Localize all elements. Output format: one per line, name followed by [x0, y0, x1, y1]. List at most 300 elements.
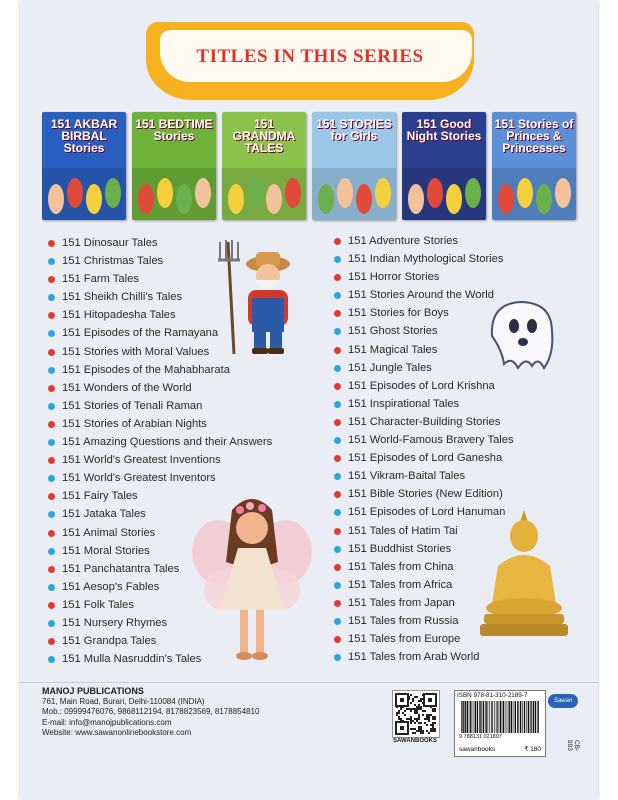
barcode-bar [488, 701, 489, 733]
bullet-icon [334, 473, 341, 480]
bullet-icon [48, 294, 55, 301]
title-list-item [48, 270, 272, 288]
title-list-item [334, 576, 514, 594]
qr-module [434, 728, 436, 730]
qr-module [422, 710, 424, 712]
title-list-item [48, 560, 272, 578]
catalog-code: CB-993 [566, 740, 580, 752]
qr-module [418, 728, 420, 730]
qr-module [410, 718, 412, 720]
qr-finder-center [400, 698, 404, 702]
qr-module [410, 702, 412, 704]
bullet-icon [48, 312, 55, 319]
bullet-icon [334, 383, 341, 390]
title-list-label: 151 World's Greatest Inventors [62, 472, 216, 485]
barcode-bar [500, 701, 501, 733]
qr-module [418, 716, 420, 718]
barcode-bar [461, 701, 462, 733]
publisher-info [42, 686, 259, 739]
barcode-bar [530, 701, 531, 733]
bullet-icon [48, 511, 55, 518]
bullet-icon [334, 528, 341, 535]
book-cover-figure [536, 184, 552, 214]
barcode-bar [537, 701, 538, 733]
qr-module [412, 708, 414, 710]
title-list-item [334, 268, 514, 286]
book-back-cover [20, 0, 598, 800]
title-list-item [48, 343, 272, 361]
title-list-label: 151 Panchatantra Tales [62, 562, 180, 575]
qr-module [428, 720, 430, 722]
title-list-item [334, 413, 514, 431]
title-list-label: 151 Tales from Japan [348, 596, 455, 609]
qr-module [414, 732, 416, 734]
barcode [459, 701, 541, 733]
qr-module [398, 716, 400, 718]
book-cover-figure [465, 178, 481, 208]
title-list-label: 151 Amazing Questions and their Answers [62, 436, 273, 449]
qr-module [430, 730, 432, 732]
title-list-label: 151 Character-Building Stories [348, 415, 501, 428]
title-list-label: 151 Hitopadesha Tales [62, 309, 176, 322]
qr-module [434, 708, 436, 710]
qr-module [410, 722, 412, 724]
title-list-label: 151 Stories of Arabian Nights [62, 417, 207, 430]
book-cover-title: 151 BEDTIME Stories [135, 117, 213, 143]
qr-module [416, 710, 418, 712]
qr-module [432, 710, 434, 712]
title-list-label: 151 Tales from Europe [348, 633, 461, 646]
qr-module [414, 704, 416, 706]
brand-price-strip [454, 744, 546, 757]
title-list-item [334, 449, 514, 467]
title-list-item [334, 250, 514, 268]
barcode-bar [531, 701, 532, 733]
book-cover-art [222, 168, 306, 220]
title-list-item [48, 324, 272, 342]
qr-module [418, 706, 420, 708]
bullet-icon [48, 276, 55, 283]
qr-module [428, 714, 430, 716]
qr-module [414, 722, 416, 724]
title-list-label: 151 Episodes of the Ramayana [62, 327, 219, 340]
qr-module [432, 730, 434, 732]
qr-label: SAWANBOOKS [392, 738, 437, 744]
barcode-bar [503, 701, 504, 733]
title-list-item [48, 487, 272, 505]
book-cover-figure [157, 178, 173, 208]
isbn-text: ISBN 978-81-310-2189-7 [457, 692, 528, 699]
qr-module [416, 720, 418, 722]
book-cover-figure [337, 178, 353, 208]
barcode-bar [462, 701, 463, 733]
barcode-bar [505, 701, 506, 733]
barcode-bar [491, 701, 492, 733]
title-list-item [334, 467, 514, 485]
book-cover-figure [318, 184, 334, 214]
title-list-label: 151 Stories of Tenali Raman [62, 399, 203, 412]
bullet-icon [334, 292, 341, 299]
barcode-bar [496, 701, 497, 733]
book-cover-figure [408, 184, 424, 214]
book-cover-figure [228, 184, 244, 214]
qr-module [406, 718, 408, 720]
bullet-icon [48, 258, 55, 265]
barcode-bar [517, 701, 518, 733]
book-cover-art [402, 168, 486, 220]
title-list-item [334, 304, 514, 322]
title-list-label: 151 Inspirational Tales [348, 397, 460, 410]
title-list-item [334, 322, 514, 340]
title-list-label: 151 Christmas Tales [62, 255, 164, 268]
publisher-logo: Sawan [548, 694, 578, 708]
qr-module [432, 708, 434, 710]
bullet-icon [334, 600, 341, 607]
book-cover-art [42, 168, 126, 220]
bullet-icon [48, 548, 55, 555]
title-list-label: 151 Stories Around the World [348, 289, 494, 302]
title-list-label: 151 Tales from Africa [348, 578, 453, 591]
qr-module [420, 728, 422, 730]
series-title: TITLES IN THIS SERIES [196, 46, 424, 67]
qr-module [410, 728, 412, 730]
title-list-item [48, 542, 272, 560]
qr-module [434, 730, 436, 732]
book-cover-title: 151 Stories of Princes & Princesses [494, 117, 574, 155]
qr-module [430, 714, 432, 716]
title-list-item [48, 306, 272, 324]
qr-module [432, 728, 434, 730]
qr-module [434, 710, 436, 712]
title-list-label: 151 Aesop's Fables [62, 580, 160, 593]
qr-module [418, 700, 420, 702]
bullet-icon [334, 437, 341, 444]
title-list-item [334, 286, 514, 304]
book-cover-title: 151 AKBAR BIRBAL Stories [50, 117, 118, 155]
title-list-item [334, 395, 514, 413]
title-list-label: 151 Adventure Stories [348, 235, 459, 247]
title-list-item [334, 522, 514, 540]
book-cover-figure [48, 184, 64, 214]
bullet-icon [334, 365, 341, 372]
title-list-item [48, 415, 272, 433]
publisher-mobile: Mob.: 09999476076, 9868112194, 8178823569, 8178854810 [42, 707, 260, 716]
qr-module [418, 704, 420, 706]
qr-module [432, 726, 434, 728]
title-list-label: 151 Jataka Tales [62, 508, 146, 521]
title-list-label: 151 Farm Tales [62, 273, 139, 286]
qr-module [412, 698, 414, 700]
book-cover-figure [375, 178, 391, 208]
qr-module [416, 730, 418, 732]
bullet-icon [48, 656, 55, 663]
qr-module [426, 724, 428, 726]
barcode-bar [511, 701, 512, 733]
qr-module [414, 712, 416, 714]
qr-module [408, 718, 410, 720]
title-list-item [48, 252, 272, 270]
qr-module [434, 718, 436, 720]
qr-module [432, 716, 434, 718]
book-cover-figure [446, 184, 462, 214]
book-cover [402, 112, 486, 220]
title-list-item [334, 594, 514, 612]
qr-module [416, 708, 418, 710]
bullet-icon [48, 439, 55, 446]
title-list-item [334, 377, 514, 395]
book-cover-title: 151 Good Night Stories [406, 117, 482, 143]
title-list-item [334, 558, 514, 576]
qr-module [418, 714, 420, 716]
publisher-address: 761, Main Road, Burari, Delhi-110084 (INDIA) [42, 696, 205, 706]
qr-module [420, 708, 422, 710]
qr-module [400, 718, 402, 720]
qr-module [420, 730, 422, 732]
title-list-label: 151 Indian Mythological Stories [348, 253, 504, 266]
title-list-label: 151 Tales from Russia [348, 614, 459, 627]
bullet-icon [48, 530, 55, 537]
title-list-label: 151 Tales from Arab World [348, 651, 480, 664]
book-cover-figure [138, 184, 154, 214]
qr-module [422, 714, 424, 716]
title-list-item [334, 485, 514, 503]
qr-module [414, 708, 416, 710]
title-list-label: 151 Magical Tales [348, 343, 438, 356]
title-list-label: 151 Episodes of the Mahabharata [62, 363, 230, 376]
bullet-icon [334, 509, 341, 516]
title-list-label: 151 Tales from China [348, 560, 454, 573]
bullet-icon [48, 475, 55, 482]
qr-module [432, 722, 434, 724]
book-cover [492, 112, 576, 220]
barcode-bar [513, 701, 514, 733]
qr-module [424, 722, 426, 724]
book-cover-figure [517, 178, 533, 208]
book-cover [132, 112, 216, 220]
bullet-icon [48, 349, 55, 356]
title-list-label: 151 Sheikh Chilli's Tales [62, 291, 183, 304]
barcode-bar [520, 701, 521, 733]
qr-module [420, 706, 422, 708]
qr-code [392, 690, 440, 738]
barcode-bar [479, 701, 480, 733]
qr-module [420, 698, 422, 700]
title-list-item [48, 397, 272, 415]
title-list-label: 151 Moral Stories [62, 544, 150, 557]
title-list-item [334, 540, 514, 558]
title-list-item [48, 379, 272, 397]
book-cover-figure [105, 178, 121, 208]
barcode-bar [475, 701, 476, 733]
book-cover-figure [356, 184, 372, 214]
bullet-icon [334, 455, 341, 462]
bullet-icon [48, 638, 55, 645]
barcode-bar [469, 701, 470, 733]
title-list-item [334, 503, 514, 521]
qr-module [418, 722, 420, 724]
qr-module [418, 718, 420, 720]
qr-module [434, 722, 436, 724]
barcode-bar [533, 701, 534, 733]
barcode-bar [522, 701, 523, 733]
book-cover-figure [86, 184, 102, 214]
bullet-icon [334, 564, 341, 571]
title-list-item [48, 234, 272, 252]
isbn-digits: 9 788131 021897 [459, 734, 502, 740]
title-list-label: 151 Grandpa Tales [62, 635, 157, 648]
bullet-icon [334, 419, 341, 426]
title-list-label: 151 Wonders of the World [62, 381, 192, 394]
title-list-item [334, 612, 514, 630]
bullet-icon [48, 584, 55, 591]
title-list-item [48, 505, 272, 523]
barcode-bar [507, 701, 508, 733]
barcode-bar [528, 701, 529, 733]
bullet-icon [334, 636, 341, 643]
barcode-bar [497, 701, 498, 733]
title-list-label: 151 Episodes of Lord Hanuman [348, 506, 506, 519]
bullet-icon [334, 256, 341, 263]
book-cover-art [132, 168, 216, 220]
bullet-icon [48, 602, 55, 609]
title-list-label: 151 Stories with Moral Values [62, 345, 210, 358]
title-list-item [48, 469, 272, 487]
title-list-item [48, 433, 272, 451]
book-cover [312, 112, 396, 220]
barcode-bar [509, 701, 510, 733]
qr-module [430, 724, 432, 726]
footer-divider [20, 682, 598, 683]
title-list-label: 151 World's Greatest Inventions [62, 454, 221, 467]
qr-finder-center [400, 726, 404, 730]
qr-module [412, 700, 414, 702]
title-list-label: 151 Jungle Tales [348, 361, 432, 374]
bullet-icon [334, 401, 341, 408]
title-list-item [334, 431, 514, 449]
book-cover-title: 151 STORIES for Girls [316, 117, 392, 143]
bullet-icon [48, 367, 55, 374]
qr-module [420, 700, 422, 702]
bullet-icon [48, 566, 55, 573]
title-list-label: 151 World-Famous Bravery Tales [348, 434, 514, 447]
barcode-bar [485, 701, 486, 733]
bullet-icon [48, 457, 55, 464]
qr-module [426, 718, 428, 720]
qr-module [410, 710, 412, 712]
bullet-icon [48, 421, 55, 428]
barcode-bar [483, 701, 484, 733]
qr-module [416, 696, 418, 698]
title-list-label: 151 Tales of Hatim Tai [348, 524, 458, 537]
title-list-item [48, 451, 272, 469]
qr-module [416, 706, 418, 708]
title-list-label: 151 Mulla Nasruddin's Tales [62, 653, 202, 666]
title-list-item [48, 596, 272, 614]
book-cover-art [312, 168, 396, 220]
title-list-item [48, 578, 272, 596]
qr-module [420, 722, 422, 724]
qr-module [414, 728, 416, 730]
book-cover-figure [67, 178, 83, 208]
barcode-bar [535, 701, 536, 733]
bullet-icon [48, 330, 55, 337]
title-list-label: 151 Stories for Boys [348, 307, 449, 320]
qr-module [420, 726, 422, 728]
title-list-label: 151 Buddhist Stories [348, 542, 452, 555]
title-list-item [48, 650, 272, 668]
book-cover [42, 112, 126, 220]
qr-module [426, 730, 428, 732]
title-list-item [48, 614, 272, 632]
qr-module [412, 728, 414, 730]
publisher-website: Website: www.sawanonlinebookstore.com [42, 728, 192, 737]
bullet-icon [48, 620, 55, 627]
title-list-label: 151 Bible Stories (New Edition) [348, 488, 503, 501]
bullet-icon [334, 347, 341, 354]
bullet-icon [334, 654, 341, 661]
book-cover-figure [427, 178, 443, 208]
book-cover-figure [498, 184, 514, 214]
qr-module [432, 724, 434, 726]
barcode-bar [489, 701, 490, 733]
qr-module [428, 718, 430, 720]
bullet-icon [48, 385, 55, 392]
qr-module [434, 716, 436, 718]
qr-module [398, 718, 400, 720]
series-covers [42, 112, 582, 222]
title-list-label: 151 Episodes of Lord Krishna [348, 379, 495, 392]
isbn-barcode-box [454, 690, 546, 746]
qr-module [408, 708, 410, 710]
qr-module [402, 712, 404, 714]
book-cover-figure [176, 184, 192, 214]
book-cover-art [492, 168, 576, 220]
qr-module [432, 718, 434, 720]
title-list-item [48, 524, 272, 542]
qr-module [410, 716, 412, 718]
qr-module [400, 708, 402, 710]
title-list-label: 151 Animal Stories [62, 526, 156, 539]
title-list-item [48, 361, 272, 379]
qr-module [418, 726, 420, 728]
title-list-item [334, 359, 514, 377]
title-list-label: 151 Folk Tales [62, 598, 134, 611]
bullet-icon [334, 238, 341, 245]
title-list-label: 151 Episodes of Lord Ganesha [348, 452, 503, 465]
title-list-left [48, 234, 272, 668]
qr-module [424, 710, 426, 712]
publisher-email: E-mail: info@manojpublications.com [42, 717, 172, 727]
title-list-right [334, 232, 514, 666]
title-list-label: 151 Dinosaur Tales [62, 237, 158, 249]
qr-module [414, 718, 416, 720]
brand-name: sawanbooks [459, 746, 496, 753]
bullet-icon [334, 328, 341, 335]
qr-module [410, 720, 412, 722]
qr-module [416, 718, 418, 720]
barcode-bar [473, 701, 474, 733]
barcode-bar [526, 701, 527, 733]
qr-module [414, 710, 416, 712]
bullet-icon [334, 546, 341, 553]
title-list-item [48, 632, 272, 650]
title-list-label: 151 Horror Stories [348, 271, 440, 284]
book-cover-figure [285, 178, 301, 208]
qr-module [414, 696, 416, 698]
bullet-icon [334, 582, 341, 589]
barcode-bar [499, 701, 500, 733]
qr-module [396, 712, 398, 714]
